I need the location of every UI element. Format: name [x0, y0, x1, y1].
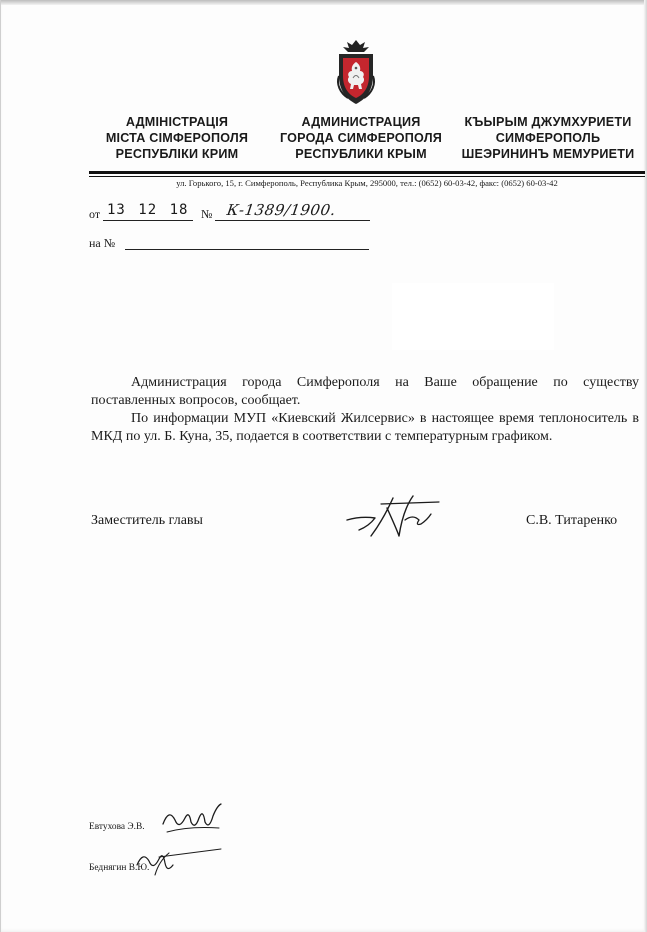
header-russian-line-3: РЕСПУБЛИКИ КРЫМ	[295, 147, 427, 161]
header-rule-thick	[89, 171, 645, 174]
executor-1: Евтухова Э.В.	[89, 822, 145, 832]
recipient-redaction	[392, 283, 554, 350]
header-russian-line-1: АДМИНИСТРАЦИЯ	[301, 115, 421, 129]
header-crimean-tatar-line-1: КЪЫРЫМ ДЖУМХУРИЕТИ	[464, 115, 632, 129]
header-russian-line-2: ГОРОДА СИМФЕРОПОЛЯ	[279, 131, 443, 145]
executor-2-signature	[129, 843, 225, 877]
scan-edge-top	[1, 0, 647, 5]
registration-line	[89, 202, 389, 222]
date-underline	[103, 220, 193, 221]
registration-date: 13 12 18	[107, 202, 189, 218]
header-crimean-tatar-line-2: СИМФЕРОПОЛЬ	[495, 131, 601, 145]
header-rule-thin	[89, 176, 645, 177]
header-crimean-tatar-line-3: ШЕЭРИНИНЪ МЕМУРИЕТИ	[461, 147, 635, 161]
number-underline	[215, 220, 370, 221]
header-russian	[261, 114, 461, 162]
signatory-position: Заместитель главы	[91, 513, 203, 528]
letter-body	[91, 374, 639, 446]
handwritten-signature-main	[341, 490, 451, 540]
reply-line	[89, 236, 389, 252]
header-ukrainian	[77, 114, 277, 162]
executor-2: Беднягин В.Ю.	[89, 863, 150, 873]
header-ukrainian-line-1: АДМІНІСТРАЦІЯ	[125, 115, 229, 129]
number-label: №	[201, 207, 213, 221]
signatory-name: С.В. Титаренко	[526, 513, 618, 528]
reply-label: на №	[89, 236, 116, 250]
reply-underline	[125, 249, 369, 250]
header-ukrainian-line-2: МІСТА СІМФЕРОПОЛЯ	[105, 131, 249, 145]
body-paragraph-1: Администрация города Симферополя на Ваше обращение по существу поставленных вопросов, сообщает.	[91, 375, 639, 408]
address-line: ул. Горького, 15, г. Симферополь, Республика Крым, 295000, тел.: (0652) 60-03-42, факс: (0652) 60-03-42	[176, 178, 558, 188]
header-ukrainian-line-3: РЕСПУБЛІКИ КРИМ	[115, 147, 239, 161]
executor-1-signature	[159, 800, 229, 836]
registration-number: К-1389/1900.	[225, 201, 338, 219]
from-label: от	[89, 207, 101, 221]
header-crimean-tatar	[448, 114, 647, 162]
body-paragraph-2: По информации МУП «Киевский Жилсервис» в настоящее время теплоноситель в МКД по ул. Б. Куна, 35, подается в соответствии с температурным графиком.	[91, 411, 639, 444]
coat-of-arms-icon	[334, 38, 378, 106]
